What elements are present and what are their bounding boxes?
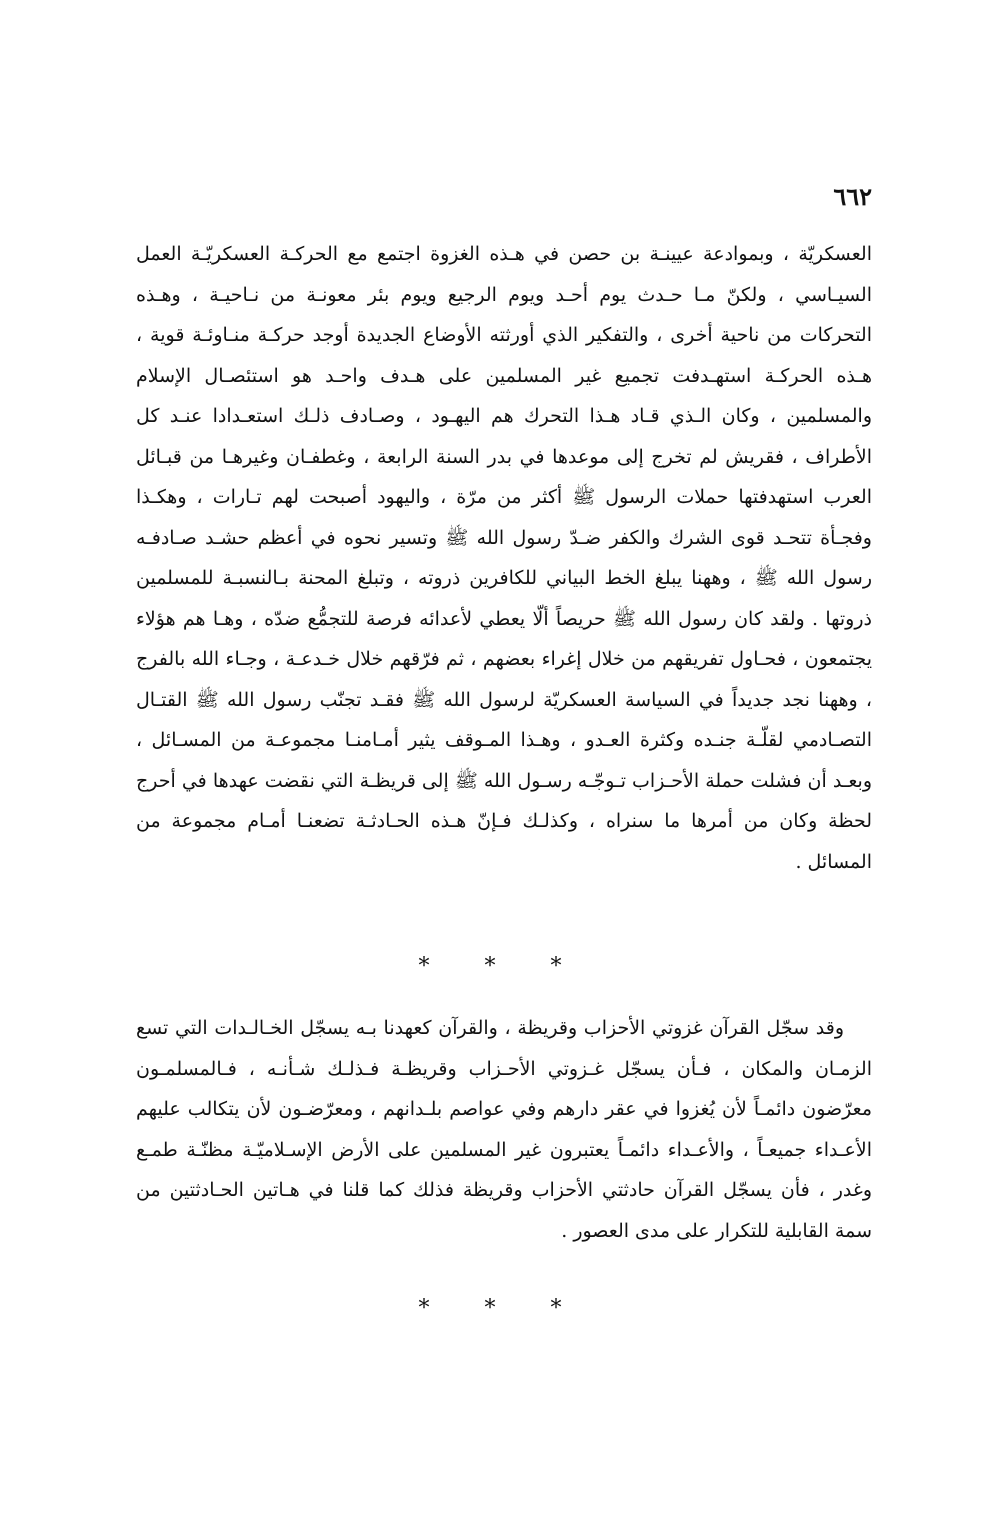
paragraph-text: وقد سجّل القرآن غزوتي الأحزاب وقريظة ، والقرآن كعهدنا بـه يسجّل الخـالـدات التي تسع الزمـان والمكان ، فـأن يسجّل غـزوتي الأحـزاب وقريظـة فـذلـك شـأنـه ، فـالمسلمـون معرّضون دائمـاً لأن يُغزوا في عقر دارهم وفي عواصم بلـدانهم ، ومعرّضـون لأن يتكالب عليهم الأعـداء جميعـاً ، والأعـداء دائمـاً يعتبرون غير المسلمين على الأرض الإسـلاميّـة مظنّـة طمـع وغدر ، فأن يسجّل القرآن حادثتي الأحزاب وقريظة فذلك كما قلنا في هـاتين الحـادثتين من سمة القابلية للتكرار على مدى العصور .	[136, 1017, 872, 1242]
paragraph-block-2	[136, 1008, 872, 1251]
paragraph-block-1	[136, 234, 872, 882]
page-number: ٦٦٢	[833, 182, 872, 211]
section-separator: * * *	[418, 954, 586, 979]
section-separator: * * *	[418, 1296, 586, 1321]
paragraph-text: العسكريّة ، وبموادعة عيينـة بن حصن في هـذه الغزوة اجتمع مع الحركـة العسكريّـة العمل السيـاسي ، ولكنّ مـا حـدث يوم أحـد ويوم الرجيع ويوم بئر معونـة من نـاحيـة ، وهـذه التحركات من ناحية أخرى ، والتفكير الذي أورثته الأوضاع الجديدة أوجد حركـة منـاوئـة قوية ، هـذه الحركـة استهـدفت تجميع غير المسلمين على هـدف واحـد هو استئصـال الإسلام والمسلمين ، وكان الـذي قـاد هـذا التحرك هم اليهـود ، وصـادف ذلـك استعـدادا عنـد كل الأطراف ، فقريش لم تخرج إلى موعدها في بدر السنة الرابعة ، وغطفـان وغيرهـا من قبـائل العرب استهدفتها حملات الرسول ﷺ أكثر من مرّة ، واليهود أصبحت لهم تـارات ، وهكـذا وفجـأة تتحـد قوى الشرك والكفر ضـدّ رسول الله ﷺ وتسير نحوه في أعظم حشـد صـادفـه رسول الله ﷺ ، وههنا يبلغ الخط البياني للكافرين ذروته ، وتبلغ المحنة بـالنسبـة للمسلمين ذروتها . ولقد كان رسول الله ﷺ حريصاً ألّا يعطي لأعدائه فرصة للتجمُّع ضدّه ، وهـا هم هؤلاء يجتمعون ، فحـاول تفريقهم من خلال إغراء بعضهم ، ثم فرّقهم خلال خـدعـة ، وجـاء الله بالفرج ، وههنا نجد جديداً في السياسة العسكريّة لرسول الله ﷺ فقـد تجنّب رسول الله ﷺ القتـال التصـادمي لقلّـة جنـده وكثرة العـدو ، وهـذا المـوقف يثير أمـامنـا مجموعـة من المسـائل ، وبعـد أن فشلت حملة الأحـزاب تـوجّـه رسـول الله ﷺ إلى قريظـة التي نقضت عهدها في أحرج لحظة وكان من أمرها ما سنراه ، وكذلـك فـإنّ هـذه الحـادثـة تضعنـا أمـام مجموعة من المسائل .	[136, 243, 872, 873]
